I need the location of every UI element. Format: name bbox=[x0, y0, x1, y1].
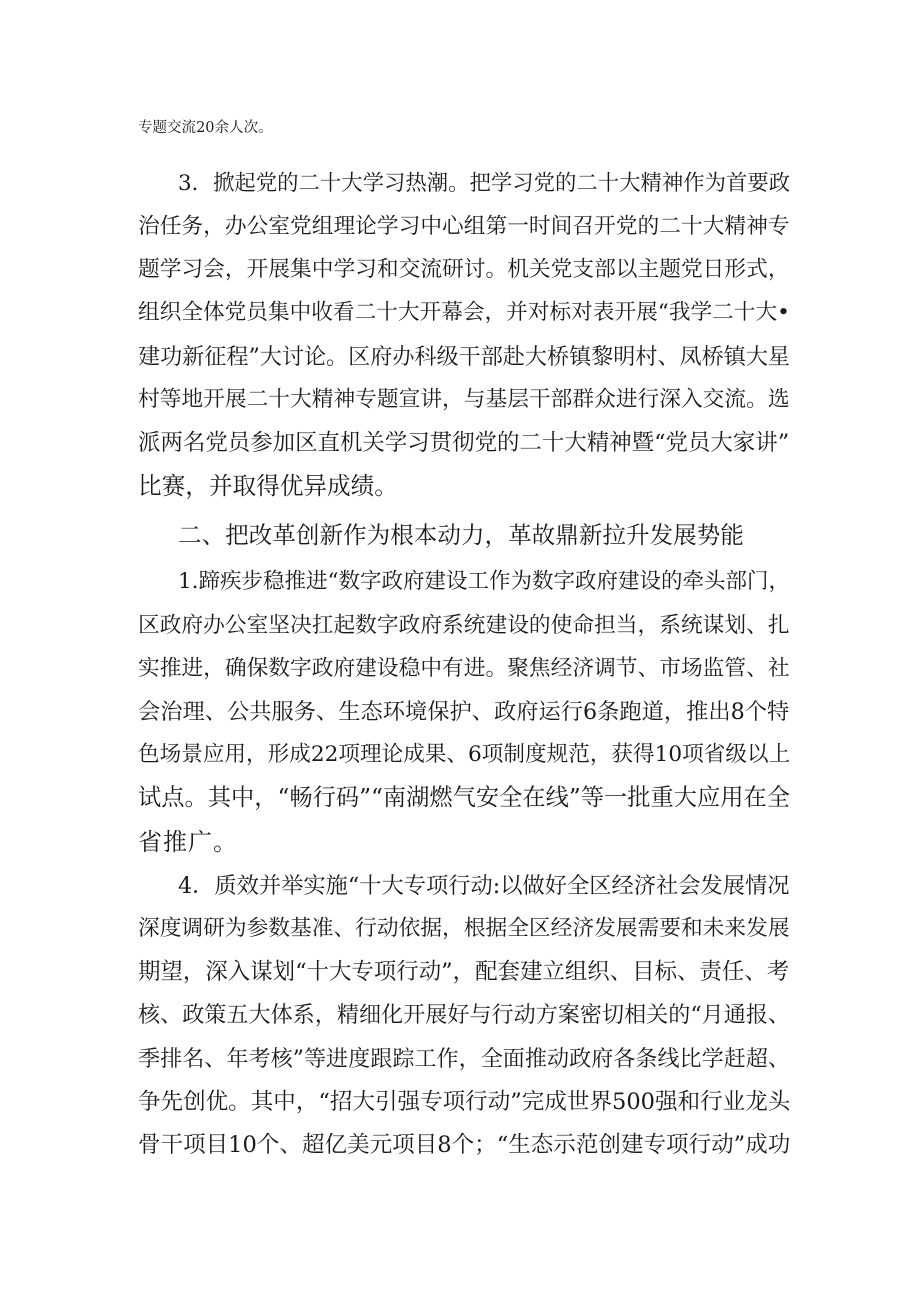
text-line: 骨干项目10个、超亿美元项目8个；“生态示范创建专项行动”成功 bbox=[138, 1132, 790, 1158]
text-line: 核、政策五大体系，精细化开展好与行动方案密切相关的“月通报、 bbox=[138, 1002, 790, 1028]
text-line: 派两名党员参加区直机关学习贯彻党的二十大精神暨“党员大家讲” bbox=[138, 430, 790, 456]
text-line: 建功新征程”大讨论。区府办科级干部赴大桥镇黎明村、凤桥镇大星 bbox=[138, 344, 790, 370]
text-line: 1.蹄疾步稳推进“数字政府建设工作为数字政府建设的牵头部门， bbox=[178, 569, 790, 594]
text-line: 治任务，办公室党组理论学习中心组第一时间召开党的二十大精神专 bbox=[138, 214, 790, 239]
text-line: 色场景应用，形成22项理论成果、6项制度规范，获得10项省级以上 bbox=[138, 742, 790, 767]
text-line: 实推进，确保数字政府建设稳中有进。聚焦经济调节、市场监管、社 bbox=[138, 656, 790, 681]
text-line: 省推广。 bbox=[138, 828, 238, 856]
section-heading: 二、把改革创新作为根本动力，革故鼎新拉升发展势能 bbox=[178, 521, 744, 549]
text-line: 会治理、公共服务、生态环境保护、政府运行6条跑道，推出8个特 bbox=[138, 699, 790, 725]
text-line: 专题交流20余人次。 bbox=[138, 120, 273, 136]
text-line: 题学习会，开展集中学习和交流研讨。机关党支部以主题党日形式， bbox=[138, 257, 790, 282]
text-line: 季排名、年考核”等进度跟踪工作，全面推动政府各条线比学赶超、 bbox=[138, 1046, 790, 1072]
text-line: 争先创优。其中，“招大引强专项行动”完成世界500强和行业龙头 bbox=[138, 1089, 790, 1115]
text-line: 4．质效并举实施“十大专项行动:以做好全区经济社会发展情况 bbox=[178, 873, 790, 899]
text-line: 村等地开展二十大精神专题宣讲，与基层干部群众进行深入交流。选 bbox=[138, 387, 790, 412]
text-line: 3．掀起党的二十大学习热潮。把学习党的二十大精神作为首要政 bbox=[178, 171, 790, 196]
text-line: 期望，深入谋划“十大专项行动”，配套建立组织、目标、责任、考 bbox=[138, 959, 790, 985]
text-line: 比赛，并取得优异成绩。 bbox=[138, 472, 398, 500]
text-line: 深度调研为参数基准、行动依据，根据全区经济发展需要和未来发展 bbox=[138, 916, 790, 941]
text-line: 组织全体党员集中收看二十大开幕会，并对标对表开展“我学二十大• bbox=[138, 300, 790, 325]
text-line: 区政府办公室坚决扛起数字政府系统建设的使命担当，系统谋划、扎 bbox=[138, 613, 790, 638]
text-line: 试点。其中，“畅行码”“南湖燃气安全在线”等一批重大应用在全 bbox=[138, 784, 790, 811]
